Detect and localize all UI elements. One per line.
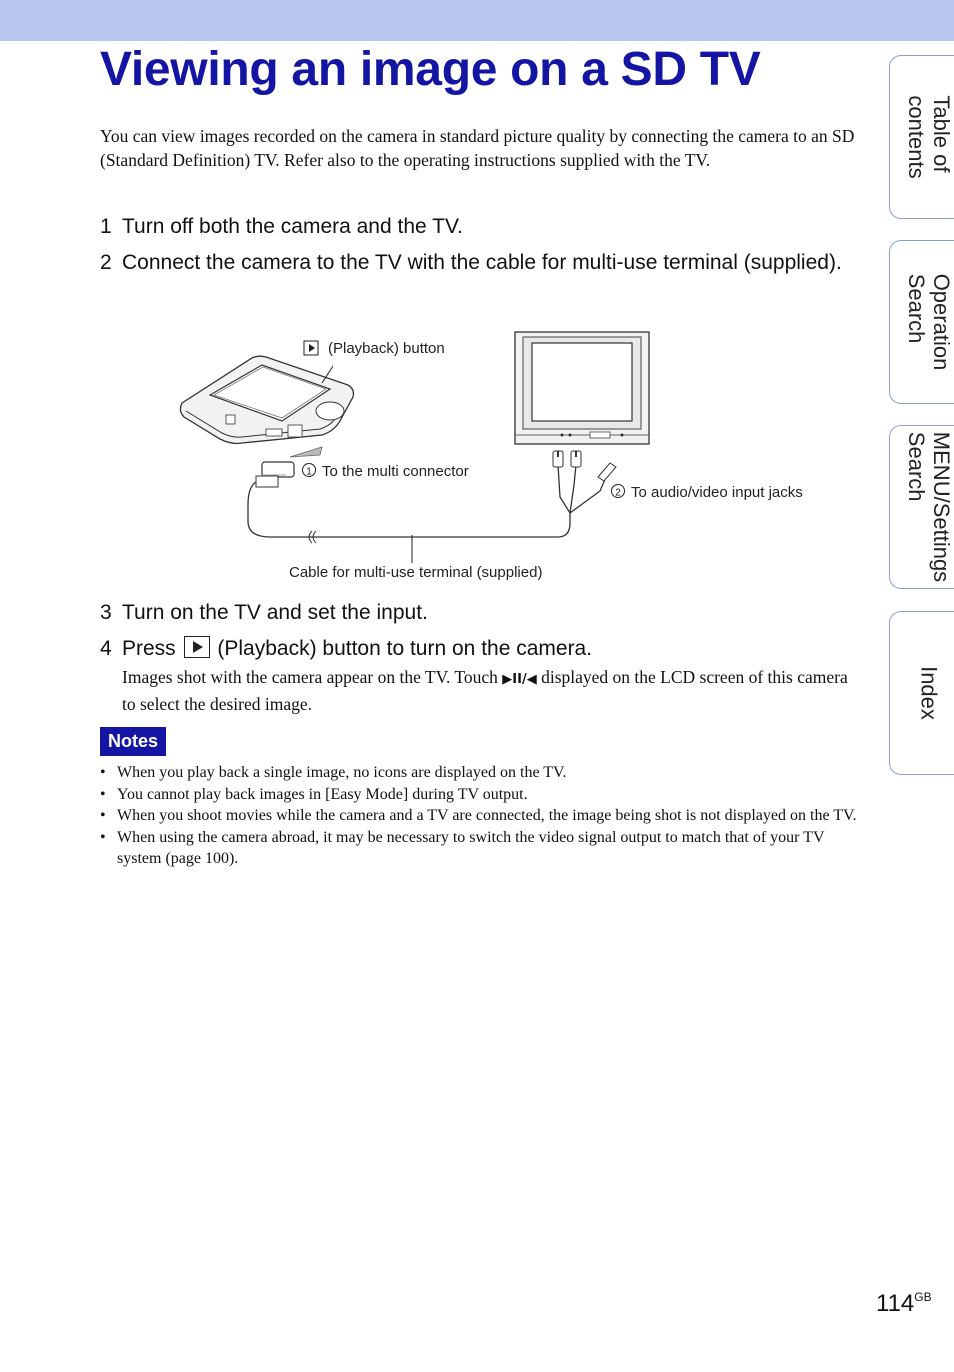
tv-illustration <box>515 332 649 444</box>
cable-label: Cable for multi-use terminal (supplied) <box>289 564 543 581</box>
step-number: 1 <box>100 215 112 238</box>
step-number: 2 <box>100 251 112 274</box>
tab-operation-search[interactable] <box>889 240 954 404</box>
av-input-label: To audio/video input jacks <box>631 484 803 501</box>
step-2 <box>100 248 860 277</box>
intro-paragraph: You can view images recorded on the camera in standard picture quality by connecting the camera to an SD (Standard Definition) TV. Refer also to the operating instructions supplied with the TV. <box>100 126 855 170</box>
note-item: • When using the camera abroad, it may be necessary to switch the video signal output to match that of your TV system (page 100). <box>100 827 860 870</box>
tab-label: MENU/Settings Search <box>904 431 954 583</box>
tab-label: Index <box>916 666 942 720</box>
step-number: 4 <box>100 637 112 660</box>
tab-label: Table of contents <box>904 95 954 179</box>
tab-index[interactable] <box>889 611 954 775</box>
detail-pre: Images shot with the camera appear on the TV. Touch <box>122 667 498 687</box>
playback-icon <box>184 636 210 658</box>
step-text-pre: Press <box>122 637 176 660</box>
step-4 <box>100 634 860 663</box>
step-4-detail <box>122 665 862 716</box>
step-text <box>122 634 860 663</box>
step-text: Connect the camera to the TV with the cable for multi-use terminal (supplied). <box>122 251 842 274</box>
playback-button-label: (Playback) button <box>328 340 445 357</box>
connection-diagram <box>170 325 840 587</box>
step-text: Turn on the TV and set the input. <box>122 601 428 624</box>
step-3 <box>100 598 860 627</box>
tab-table-of-contents[interactable] <box>889 55 954 219</box>
notes-list <box>100 762 860 870</box>
next-prev-icon: ▶II/◀ <box>502 672 537 687</box>
callout-number: 2 <box>615 487 621 499</box>
step-number: 3 <box>100 601 112 624</box>
header-band <box>0 0 954 41</box>
tab-menu-settings-search[interactable] <box>889 425 954 589</box>
step-1 <box>100 212 860 241</box>
note-item: • When you shoot movies while the camera and a TV are connected, the image being shot is not displayed on the TV. <box>100 805 860 827</box>
page-title: Viewing an image on a SD TV <box>100 43 761 96</box>
notes-badge: Notes <box>100 727 166 756</box>
camera-illustration <box>180 356 353 457</box>
multi-connector-label: To the multi connector <box>322 463 469 480</box>
tab-label: Operation Search <box>904 273 954 371</box>
callout-number: 1 <box>306 466 312 478</box>
step-text-post: (Playback) button to turn on the camera. <box>217 637 593 660</box>
detail-post: displayed on the LCD screen of this camera to select the desired image. <box>122 667 848 714</box>
note-item: • When you play back a single image, no icons are displayed on the TV. <box>100 762 860 784</box>
note-item: • You cannot play back images in [Easy Mode] during TV output. <box>100 784 860 806</box>
page-number: $114^{GB}$ <box>876 1290 932 1317</box>
step-text: Turn off both the camera and the TV. <box>122 215 463 238</box>
